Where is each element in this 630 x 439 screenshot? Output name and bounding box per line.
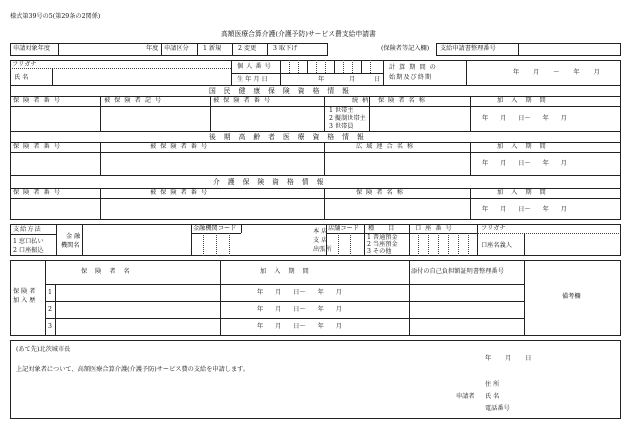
- branch-office: 出張所: [313, 246, 332, 253]
- application-date: 年 月 日: [485, 355, 532, 362]
- history-col-cert-no: 添付の自己負担額証明書整理番号: [411, 268, 504, 275]
- form-title: 高額医療合算介護(介護予防)サービス費支給申請書: [221, 30, 376, 38]
- kokuho-col-symbol: 被保険者記号: [104, 97, 166, 104]
- branch-head: 本 店: [313, 228, 328, 235]
- holder-label: 口座名義人: [481, 242, 512, 249]
- branch-branch: 支 店: [313, 237, 328, 244]
- kaigo-period-value: 年 月 日〜 年 月: [482, 206, 567, 213]
- history-row-no: 2: [48, 306, 52, 313]
- fiscal-year-label: 申請対象年度: [13, 45, 51, 52]
- history-row-period: 年 月 日〜 年 月: [257, 289, 342, 296]
- calc-period-label-1: 計 算 期 間 の: [389, 64, 437, 71]
- bank-label-1: 金 融: [66, 233, 81, 240]
- bank-label-2: 機関名: [61, 242, 80, 249]
- applicant-phone-label: 電話番号: [485, 405, 510, 412]
- history-row-no: 3: [48, 323, 52, 330]
- kokuho-title: 国民健康保険資格情報: [209, 87, 357, 95]
- koki-col-insurer-no: 保険者番号: [13, 143, 64, 150]
- history-row-period: 年 月 日〜 年 月: [257, 323, 342, 330]
- option-withdraw[interactable]: 3 取下げ: [273, 45, 298, 52]
- koki-col-insured-no: 被保険者番号: [150, 143, 212, 150]
- account-no-label: 口座番号: [415, 225, 456, 232]
- bank-code-label: 金融機関コード: [193, 225, 237, 232]
- insurer-notes-label: (保険者等記入欄): [381, 45, 430, 52]
- relation-1: 1 世帯主: [329, 107, 354, 114]
- calc-period-value: 年 月 〜 年 月: [513, 69, 600, 76]
- payment-method-1[interactable]: 1 窓口払い: [13, 238, 44, 245]
- applicant-address-label: 住 所: [485, 381, 500, 388]
- history-col-period: 加入期間: [260, 268, 317, 275]
- birth-day: 日: [374, 76, 381, 83]
- history-row-no: 1: [48, 289, 52, 296]
- ref-label: 支給申請書整理番号: [440, 45, 496, 52]
- personal-no-label: 個人番号: [237, 63, 274, 70]
- history-row-period: 年 月 日〜 年 月: [257, 306, 342, 313]
- kaigo-col-period: 加入期間: [497, 189, 554, 196]
- payment-method-2[interactable]: 2 口座振込: [13, 247, 44, 254]
- kaigo-title: 介護保険資格情報: [213, 178, 332, 186]
- payment-method-label: 支給方法: [13, 226, 42, 233]
- koki-period-value: 年 月 日〜 年 月: [482, 160, 567, 167]
- kokuho-col-period: 加入期間: [497, 97, 554, 104]
- calc-period-label-2: 始期及び終期: [389, 74, 433, 81]
- branch-code-label: 店舗コード: [328, 225, 359, 232]
- category-label: 申請区分: [164, 45, 189, 52]
- kaigo-col-insurer-no: 保険者番号: [13, 189, 64, 196]
- remarks-label: 備考欄: [562, 293, 581, 300]
- birth-label: 生年月日: [237, 76, 270, 83]
- option-change[interactable]: 2 変更: [238, 45, 257, 52]
- history-side-label-1: 保 険 者: [13, 288, 36, 295]
- name-label: 氏 名: [14, 74, 29, 81]
- holder-furigana-label: フリガナ: [481, 225, 506, 232]
- koki-col-union-name: 広域連合名称: [356, 143, 418, 150]
- relation-3: 3 世帯員: [329, 123, 354, 130]
- kokuho-col-insured-no: 被保険者番号: [213, 97, 275, 104]
- account-type-label: 種 目: [368, 225, 401, 232]
- kokuho-col-insurer-no: 保険者番号: [13, 97, 64, 104]
- nendo-label: 年度: [146, 45, 159, 52]
- history-side-label-2: 加 入 歴: [13, 297, 36, 304]
- kokuho-col-relation: 続柄: [352, 97, 373, 104]
- option-new[interactable]: 1 新規: [203, 45, 222, 52]
- furigana-label: フリガナ: [12, 61, 37, 68]
- footer-box: [10, 340, 621, 419]
- account-type-3[interactable]: 3 その他: [367, 248, 392, 255]
- kaigo-col-insured-no: 被保険者番号: [150, 189, 212, 196]
- birth-year: 年: [318, 76, 325, 83]
- application-statement: 上記対象者について、高額医療合算介護(介護予防)サービス費の支給を申請します。: [16, 366, 250, 373]
- koki-title: 後期高齢者医療資格情報: [209, 133, 372, 141]
- kokuho-period-value: 年 月 日〜 年 月: [482, 115, 567, 122]
- birth-month: 月: [349, 76, 356, 83]
- account-type-1[interactable]: 1 普通預金: [367, 234, 398, 241]
- addressee: (あて先)北茨城市長: [16, 346, 71, 353]
- kokuho-col-insurer-name: 保険者名称: [378, 97, 429, 104]
- kaigo-col-insurer-name: 保険者名称: [356, 189, 407, 196]
- applicant-name-label: 氏 名: [485, 393, 500, 400]
- history-col-insurer-name: 保険者名: [81, 268, 138, 275]
- account-type-2[interactable]: 2 当座預金: [367, 241, 398, 248]
- koki-col-period: 加入期間: [497, 143, 554, 150]
- form-number: 様式第39号の5(第29条の2関係): [10, 13, 101, 20]
- relation-2: 2 擬制世帯主: [329, 115, 366, 122]
- applicant-label: 申請者: [456, 393, 475, 400]
